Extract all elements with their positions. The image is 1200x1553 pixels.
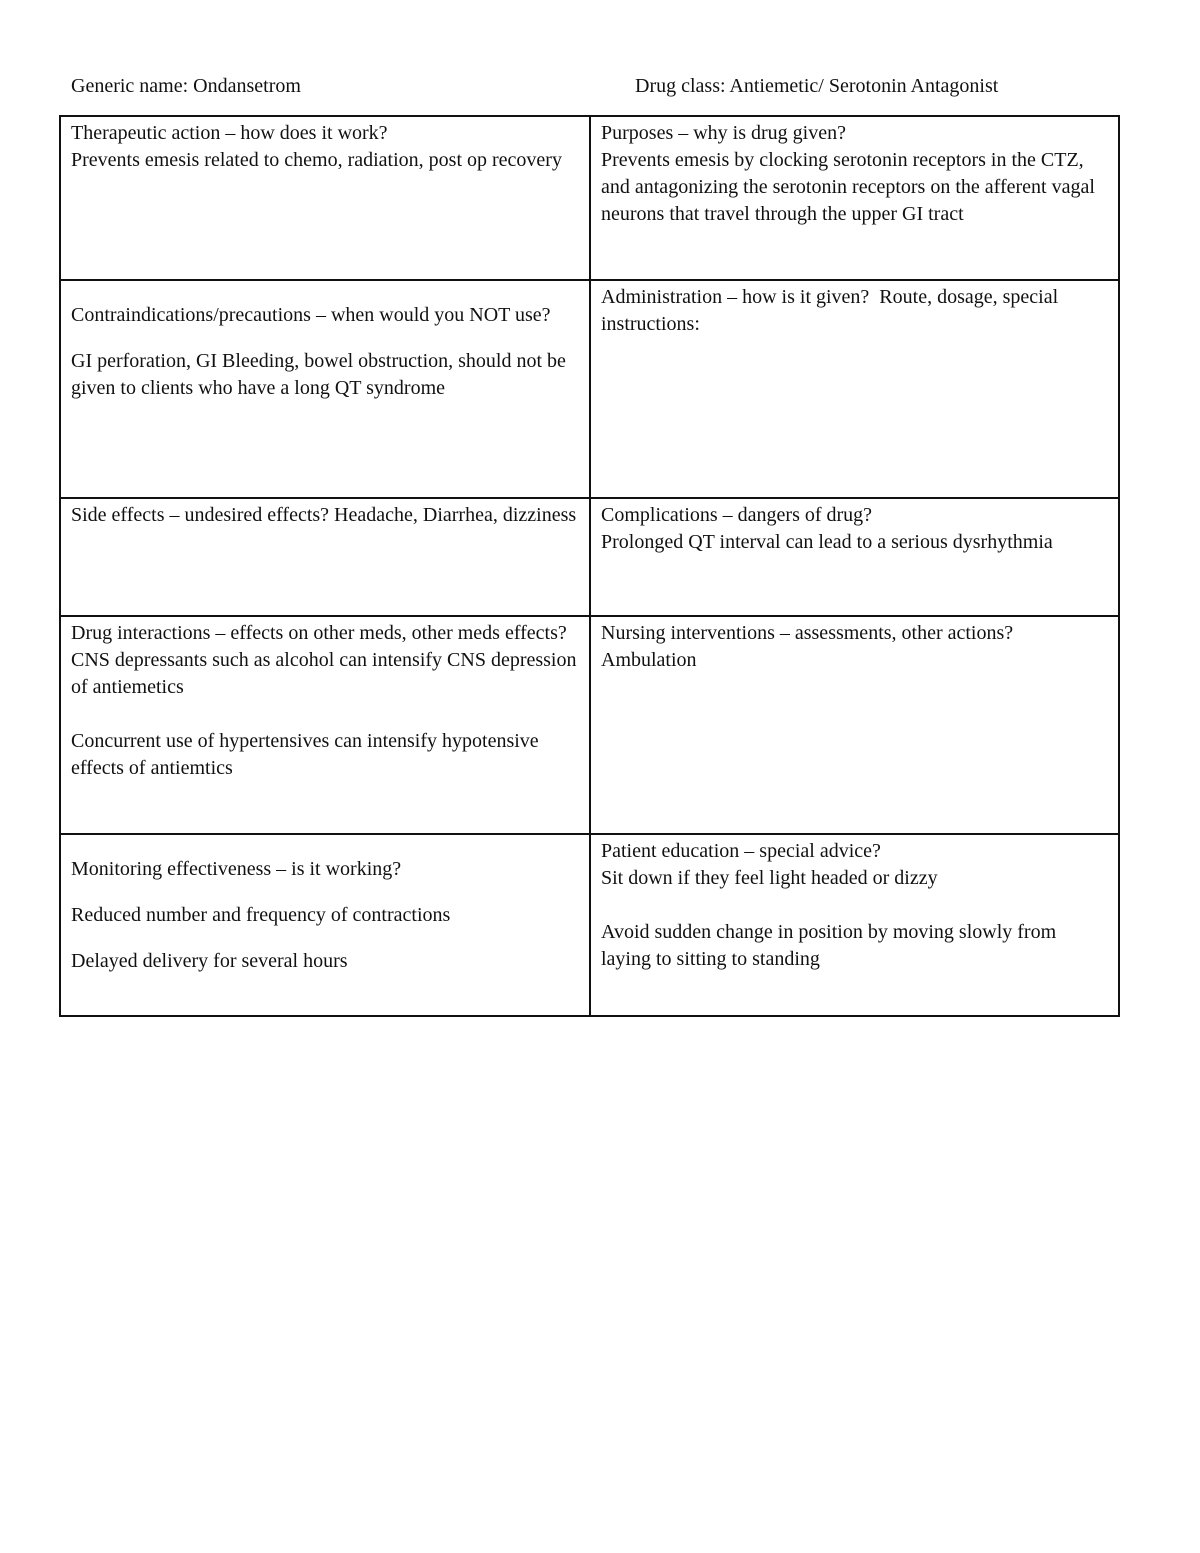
- administration-cell: [590, 280, 1119, 498]
- patient-education-body-1: Sit down if they feel light headed or dizzy: [601, 867, 938, 889]
- patient-education-body-2: Avoid sudden change in position by moving slowly from laying to sitting to standing: [601, 921, 1062, 970]
- purposes-body: Prevents emesis by clocking serotonin receptors in the CTZ, and antagonizing the serotonin receptors on the afferent vagal neurons that travel through the upper GI tract: [601, 149, 1100, 225]
- drug-interactions-body-1: CNS depressants such as alcohol can intensify CNS depression of antiemetics: [71, 649, 582, 698]
- therapeutic-action-body: Prevents emesis related to chemo, radiation, post op recovery: [71, 149, 562, 171]
- drug-interactions-title: Drug interactions – effects on other meds, other meds effects?: [71, 622, 567, 644]
- therapeutic-action-cell: [60, 116, 590, 280]
- nursing-interventions-title: Nursing interventions – assessments, other actions?: [601, 622, 1014, 644]
- drug-interactions-cell: [60, 616, 590, 834]
- generic-name: Generic name: Ondansetrom: [71, 75, 301, 97]
- therapeutic-action-title: Therapeutic action – how does it work?: [71, 122, 388, 144]
- monitoring-body-2: Delayed delivery for several hours: [71, 950, 348, 972]
- nursing-interventions-cell: [590, 616, 1119, 834]
- drug-card-table: [59, 115, 1120, 1017]
- complications-cell: [590, 498, 1119, 616]
- monitoring-cell: [60, 834, 590, 1016]
- drug-interactions-body-2: Concurrent use of hypertensives can intensify hypotensive effects of antiemtics: [71, 730, 544, 779]
- contraindications-title: Contraindications/precautions – when would you NOT use?: [71, 304, 551, 326]
- contraindications-cell: [60, 280, 590, 498]
- complications-title: Complications – dangers of drug?: [601, 504, 873, 526]
- purposes-cell: [590, 116, 1119, 280]
- monitoring-title: Monitoring effectiveness – is it working?: [71, 858, 402, 880]
- monitoring-body-1: Reduced number and frequency of contractions: [71, 904, 451, 926]
- drug-class: Drug class: Antiemetic/ Serotonin Antagonist: [635, 75, 999, 97]
- side-effects-cell: [60, 498, 590, 616]
- side-effects-title: Side effects – undesired effects? Headache, Diarrhea, dizziness: [71, 504, 577, 526]
- patient-education-cell: [590, 834, 1119, 1016]
- purposes-title: Purposes – why is drug given?: [601, 122, 846, 144]
- nursing-interventions-body: Ambulation: [601, 649, 697, 671]
- contraindications-body: GI perforation, GI Bleeding, bowel obstruction, should not be given to clients who have a long QT syndrome: [71, 350, 571, 399]
- complications-body: Prolonged QT interval can lead to a serious dysrhythmia: [601, 531, 1053, 553]
- patient-education-title: Patient education – special advice?: [601, 840, 881, 862]
- administration-title: Administration – how is it given? Route, dosage, special instructions:: [601, 286, 1064, 335]
